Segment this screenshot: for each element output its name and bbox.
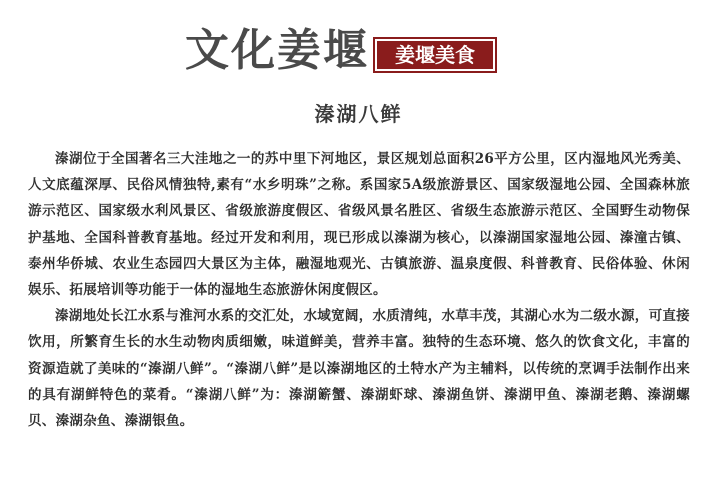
- article-title: 溱湖八鲜: [314, 102, 403, 126]
- category-badge: 姜堰美食: [373, 37, 497, 73]
- page-header: [0, 22, 717, 84]
- article-paragraph-2: 溱湖地处长江水系与淮河水系的交汇处，水域宽阔，水质清纯，水草丰茂，其湖心水为二级水源，可直接饮用，所繁育生长的水生动物肉质细嫩，味道鲜美，营养丰富。独特的生态环境、悠久的饮食文化，丰富的资源造就了美味的“溱湖八鲜”。“溱湖八鲜”是以溱湖地区的土特水产为主辅料，以传统的烹调手法制作出来的具有湖鲜特色的菜肴。“溱湖八鲜”为：溱湖簖蟹、溱湖虾球、溱湖鱼饼、溱湖甲鱼、溱湖老鹅、溱湖螺贝、溱湖杂鱼、溱湖银鱼。: [28, 308, 690, 430]
- article-body: [28, 146, 690, 434]
- article-paragraph-1: 溱湖位于全国著名三大洼地之一的苏中里下河地区，景区规划总面积26平方公里，区内湿地风光秀美、人文底蕴深厚、民俗风情独特,素有“水乡明珠”之称。系国家5A级旅游景区、国家级湿地公园、全国森林旅游示范区、国家级水利风景区、省级旅游度假区、省级风景名胜区、省级生态旅游示范区、全国野生动物保护基地、全国科普教育基地。经过开发和利用，现已形成以溱湖为核心，以溱湖国家湿地公园、溱潼古镇、泰州华侨城、农业生态园四大景区为主体，融湿地观光、古镇旅游、温泉度假、科普教育、民俗体验、休闲娱乐、拓展培训等功能于一体的湿地生态旅游休闲度假区。: [28, 151, 690, 299]
- page-title: 文化姜堰: [185, 25, 369, 76]
